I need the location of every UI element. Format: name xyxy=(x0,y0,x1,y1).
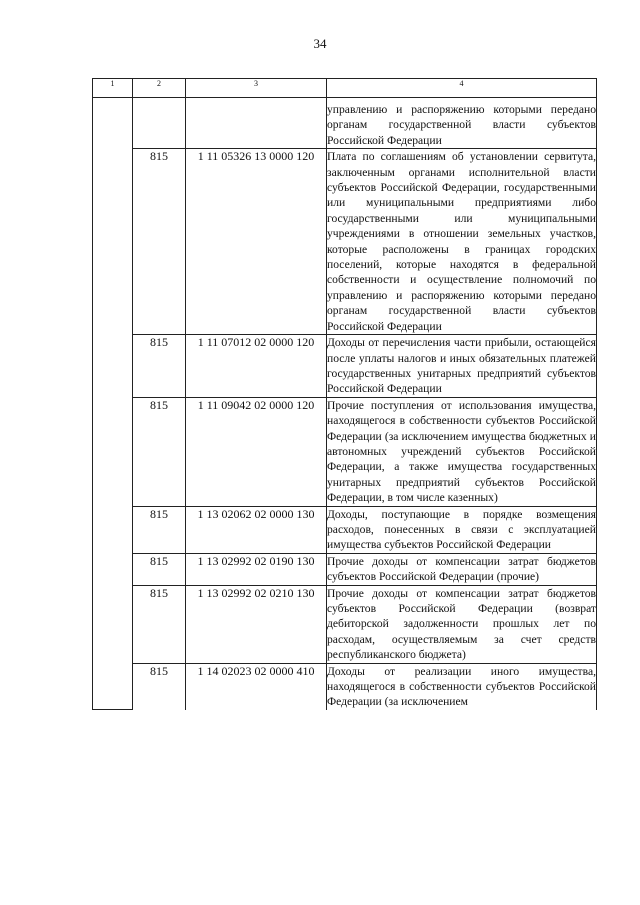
table-row xyxy=(93,663,597,710)
revenue-code-cell: 1 11 09042 02 0000 120 xyxy=(186,397,327,506)
header-col-4: 4 xyxy=(327,79,597,98)
admin-code-cell: 815 xyxy=(133,553,186,585)
merged-empty-cell xyxy=(93,98,133,710)
admin-code-cell: 815 xyxy=(133,335,186,398)
admin-code-cell xyxy=(133,98,186,149)
description-cell: Доходы, поступающие в порядке возмещения расходов, понесенных в связи с эксплуатацией имущества субъектов Российской Федерации xyxy=(327,507,596,552)
revenue-code-cell: 1 13 02062 02 0000 130 xyxy=(186,506,327,553)
admin-code-cell: 815 xyxy=(133,397,186,506)
description-cell: Доходы от перечисления части прибыли, остающейся после уплаты налогов и иных обязательных платежей государственных унитарных предприятий субъектов Российской Федерации xyxy=(327,336,596,396)
revenue-code-cell: 1 11 05326 13 0000 120 xyxy=(186,149,327,335)
description-cell: Прочие поступления от использования имущества, находящегося в собственности субъектов Российской Федерации (за исключением имущества бюджетных и автономных учреждений субъектов Российской Федерации, а также имущества государственных унитарных предприятий субъектов Российской Федерации, в том числе казенных) xyxy=(327,398,596,505)
table-row xyxy=(93,149,597,335)
revenue-code-cell: 1 13 02992 02 0190 130 xyxy=(186,553,327,585)
header-col-1: 1 xyxy=(93,79,133,98)
table-header-row xyxy=(93,79,597,98)
table-row xyxy=(93,335,597,398)
header-col-3: 3 xyxy=(186,79,327,98)
admin-code-cell: 815 xyxy=(133,149,186,335)
description-cell: Плата по соглашениям об установлении сервитута, заключенным органами исполнительной власти субъектов Российской Федерации, государственными или муниципальными предприятиями либо государственными или муниципальными учреждениями в отношении земельных участков, которые расположены в границах городских поселений, которые находятся в федеральной собственности и осуществление полномочий по управлению и распоряжению которыми передано органам государственной власти субъектов Российской Федерации xyxy=(327,150,596,333)
revenue-code-cell xyxy=(186,98,327,149)
table-row xyxy=(93,553,597,585)
page-number: 34 xyxy=(313,36,327,51)
revenue-code-cell: 1 13 02992 02 0210 130 xyxy=(186,585,327,663)
description-cell: Прочие доходы от компенсации затрат бюджетов субъектов Российской Федерации (прочие) xyxy=(327,554,596,584)
revenue-code-cell: 1 11 07012 02 0000 120 xyxy=(186,335,327,398)
admin-code-cell: 815 xyxy=(133,585,186,663)
table-row xyxy=(93,98,597,149)
table-row xyxy=(93,585,597,663)
description-cell: Доходы от реализации иного имущества, находящегося в собственности субъектов Российской Федерации (за исключением xyxy=(327,664,596,709)
revenue-code-cell: 1 14 02023 02 0000 410 xyxy=(186,663,327,710)
admin-code-cell: 815 xyxy=(133,663,186,710)
admin-code-cell: 815 xyxy=(133,506,186,553)
revenue-codes-table xyxy=(92,78,597,710)
table-row xyxy=(93,397,597,506)
header-col-2: 2 xyxy=(133,79,186,98)
description-cell: управлению и распоряжению которыми передано органам государственной власти субъектов Российской Федерации xyxy=(327,98,597,149)
description-cell: Прочие доходы от компенсации затрат бюджетов субъектов Российской Федерации (возврат дебиторской задолженности прошлых лет по расходам, осуществляемым за счет средств республиканского бюджета) xyxy=(327,586,596,662)
table-row xyxy=(93,506,597,553)
